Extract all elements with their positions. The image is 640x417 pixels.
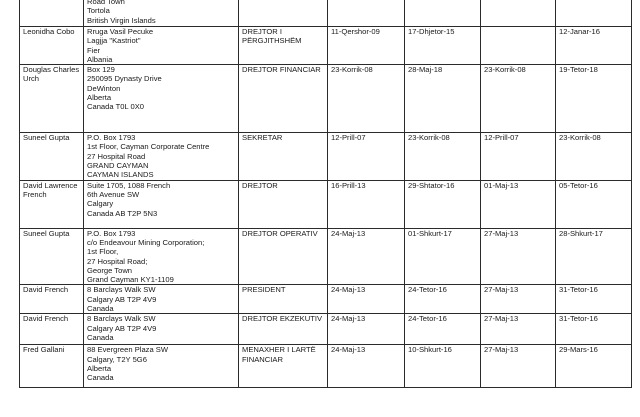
cell-name — [20, 314, 84, 345]
cell-date-2-text: 17-Dhjetor-15 — [408, 27, 455, 36]
address-line: P.O. Box 1793 — [87, 228, 136, 238]
cell-role-text: DREJTOR FINANCIAR — [242, 65, 321, 75]
cell-date-4 — [556, 314, 632, 345]
cell-date-4 — [556, 345, 632, 388]
cell-date-3 — [481, 285, 556, 314]
cell-date-1 — [328, 27, 405, 65]
cell-role — [239, 345, 328, 388]
cell-date-3 — [481, 0, 556, 27]
cell-role — [239, 0, 328, 27]
table-row — [20, 345, 632, 388]
table-row — [20, 65, 632, 133]
cell-date-1-text: 11-Qershor-09 — [331, 27, 380, 36]
cell-date-1-text: 24-Maj-13 — [331, 345, 366, 355]
cell-date-4-text: 19-Tetor-18 — [559, 65, 598, 75]
cell-date-4 — [556, 27, 632, 65]
address-line: Grand Cayman KY1-1109 — [87, 275, 174, 285]
address-line: British Virgin Islands — [87, 15, 156, 25]
cell-date-2 — [405, 314, 481, 345]
address-line: 88 Evergreen Plaza SW — [87, 345, 169, 355]
cell-date-2 — [405, 228, 481, 285]
address-line: Calgary AB T2P 4V9 — [87, 323, 157, 333]
table-row — [20, 314, 632, 345]
cell-date-3-text: 01-Maj-13 — [484, 180, 519, 190]
address-line: P.O. Box 1793 — [87, 133, 136, 143]
cell-role-text: SEKRETAR — [242, 133, 283, 143]
cell-role — [239, 27, 328, 65]
address-line: Canada T0L 0X0 — [87, 102, 144, 112]
cell-date-4-text: 29-Mars-16 — [559, 345, 598, 355]
cell-role-text: DREJTOR I PËRGJITHSHËM — [242, 27, 302, 46]
cell-date-2 — [405, 180, 481, 228]
address-line: 1st Floor, Cayman Corporate Centre — [87, 142, 210, 152]
cell-date-1-text: 16-Prill-13 — [331, 180, 366, 190]
cell-date-3-text: 27-Maj-13 — [484, 314, 519, 324]
cell-date-1-text: 12-Prill-07 — [331, 133, 366, 143]
cell-date-1-text: 23-Korrik-08 — [331, 65, 373, 75]
cell-date-4-text: 31-Tetor-16 — [559, 285, 598, 295]
cell-date-2-text: 28-Maj-18 — [408, 65, 443, 75]
cell-date-1-text: 24-Maj-13 — [331, 228, 366, 238]
cell-address — [84, 133, 239, 180]
cell-name — [20, 345, 84, 388]
cell-date-2 — [405, 0, 481, 27]
cell-date-3 — [481, 228, 556, 285]
cell-date-3-text: 27-Maj-13 — [484, 345, 519, 355]
address-line: Albania — [87, 54, 113, 64]
table-row — [20, 228, 632, 285]
address-line: GRAND CAYMAN — [87, 161, 149, 171]
cell-name-text: Fred Gallani — [23, 345, 65, 355]
cell-date-2 — [405, 65, 481, 133]
cell-name — [20, 285, 84, 314]
cell-date-3 — [481, 345, 556, 388]
cell-date-1 — [328, 65, 405, 133]
cell-date-2 — [405, 345, 481, 388]
cell-date-1 — [328, 345, 405, 388]
cell-address — [84, 0, 239, 27]
table-row — [20, 0, 632, 27]
cell-date-4 — [556, 180, 632, 228]
cell-date-1 — [328, 0, 405, 27]
cell-date-4-text: 12-Janar-16 — [559, 27, 600, 36]
cell-name — [20, 0, 84, 27]
cell-name — [20, 27, 84, 65]
cell-name-text: Leonidha Cobo — [23, 27, 75, 36]
address-line: 8 Barclays Walk SW — [87, 285, 156, 295]
address-line: 250095 Dynasty Drive — [87, 74, 162, 84]
cell-name-text: David Lawrence French — [23, 180, 78, 199]
cell-name — [20, 228, 84, 285]
cell-name — [20, 133, 84, 180]
cell-date-2 — [405, 133, 481, 180]
cell-role-text: DREJTOR — [242, 180, 278, 190]
cell-date-1 — [328, 285, 405, 314]
cell-date-2-text: 10-Shkurt-16 — [408, 345, 452, 355]
cell-date-1-text: 24-Maj-13 — [331, 314, 366, 324]
cell-name — [20, 65, 84, 133]
address-line: Fier — [87, 45, 101, 55]
cell-role — [239, 314, 328, 345]
cell-date-4 — [556, 0, 632, 27]
cell-date-4-text: 28-Shkurt-17 — [559, 228, 603, 238]
cell-date-4 — [556, 285, 632, 314]
cell-date-2-text: 29-Shtator-16 — [408, 180, 455, 190]
cell-role-text: PRESIDENT — [242, 285, 286, 295]
address-line: George Town — [87, 265, 133, 275]
cell-name-text: Suneel Gupta — [23, 228, 70, 238]
cell-role — [239, 133, 328, 180]
cell-address — [84, 180, 239, 228]
cell-address — [84, 285, 239, 314]
cell-date-2-text: 23-Korrik-08 — [408, 133, 450, 143]
address-line: DeWinton — [87, 83, 121, 93]
address-line: Box 129 — [87, 65, 115, 75]
cell-address — [84, 27, 239, 65]
cell-date-2-text: 24-Tetor-16 — [408, 314, 447, 324]
cell-date-2 — [405, 27, 481, 65]
cell-name-text: David French — [23, 314, 69, 324]
cell-role — [239, 228, 328, 285]
cell-date-1 — [328, 180, 405, 228]
address-line: Canada AB T2P 5N3 — [87, 208, 158, 218]
address-line: Canada — [87, 373, 114, 383]
address-line: 27 Hospital Road; — [87, 256, 148, 266]
address-line: Canada — [87, 333, 114, 343]
address-line: Road Town — [87, 0, 125, 6]
address-line: 8 Barclays Walk SW — [87, 314, 156, 324]
cell-date-3-text: 27-Maj-13 — [484, 285, 519, 295]
cell-address — [84, 228, 239, 285]
address-line: Lagjja "Kastriot" — [87, 36, 141, 46]
cell-date-2 — [405, 285, 481, 314]
directors-table — [19, 0, 632, 388]
address-line: c/o Endeavour Mining Corporation; — [87, 237, 205, 247]
cell-date-3 — [481, 314, 556, 345]
cell-role-text: DREJTOR OPERATIV — [242, 228, 318, 238]
cell-date-3 — [481, 180, 556, 228]
cell-name-text: David French — [23, 285, 69, 295]
address-line: Suite 1705, 1088 French — [87, 180, 171, 190]
cell-date-3-text: 12-Prill-07 — [484, 133, 519, 143]
cell-date-2-text: 01-Shkurt-17 — [408, 228, 452, 238]
cell-date-1-text: 24-Maj-13 — [331, 285, 366, 295]
table-body — [20, 0, 632, 388]
address-line: Rruga Vasil Pecuke — [87, 27, 154, 36]
address-line: Tortola — [87, 6, 110, 16]
address-line: 1st Floor, — [87, 247, 119, 257]
cell-date-1 — [328, 228, 405, 285]
cell-date-4-text: 31-Tetor-16 — [559, 314, 598, 324]
cell-address — [84, 65, 239, 133]
address-line: Calgary — [87, 199, 114, 209]
cell-role — [239, 65, 328, 133]
cell-date-4-text: 05-Tetor-16 — [559, 180, 598, 190]
cell-date-4 — [556, 133, 632, 180]
cell-role-text: DREJTOR EKZEKUTIV — [242, 314, 323, 324]
cell-date-3 — [481, 133, 556, 180]
address-line: 6th Avenue SW — [87, 189, 140, 199]
cell-name — [20, 180, 84, 228]
cell-date-4 — [556, 65, 632, 133]
cell-address — [84, 345, 239, 388]
cell-role — [239, 180, 328, 228]
address-line: Alberta — [87, 364, 112, 374]
cell-role-text: MENAXHER I LARTË FINANCIAR — [242, 345, 316, 364]
table-row — [20, 133, 632, 180]
address-line: Alberta — [87, 93, 112, 103]
address-line: Calgary AB T2P 4V9 — [87, 294, 157, 304]
cell-date-3 — [481, 27, 556, 65]
address-line: Canada — [87, 304, 114, 314]
table-row — [20, 180, 632, 228]
cell-date-1 — [328, 314, 405, 345]
cell-date-3-text: 23-Korrik-08 — [484, 65, 526, 75]
table-row — [20, 27, 632, 65]
address-line: CAYMAN ISLANDS — [87, 170, 154, 180]
cell-name-text: Suneel Gupta — [23, 133, 70, 143]
cell-date-4 — [556, 228, 632, 285]
address-line: Calgary, T2Y 5G6 — [87, 354, 147, 364]
address-line: 27 Hospital Road — [87, 151, 146, 161]
cell-date-2-text: 24-Tetor-16 — [408, 285, 447, 295]
cell-role — [239, 285, 328, 314]
cell-name-text: Douglas Charles Urch — [23, 65, 80, 84]
cell-date-3 — [481, 65, 556, 133]
cell-address — [84, 314, 239, 345]
cell-date-4-text: 23-Korrik-08 — [559, 133, 601, 143]
cell-date-3-text: 27-Maj-13 — [484, 228, 519, 238]
table-row — [20, 285, 632, 314]
cell-date-1 — [328, 133, 405, 180]
